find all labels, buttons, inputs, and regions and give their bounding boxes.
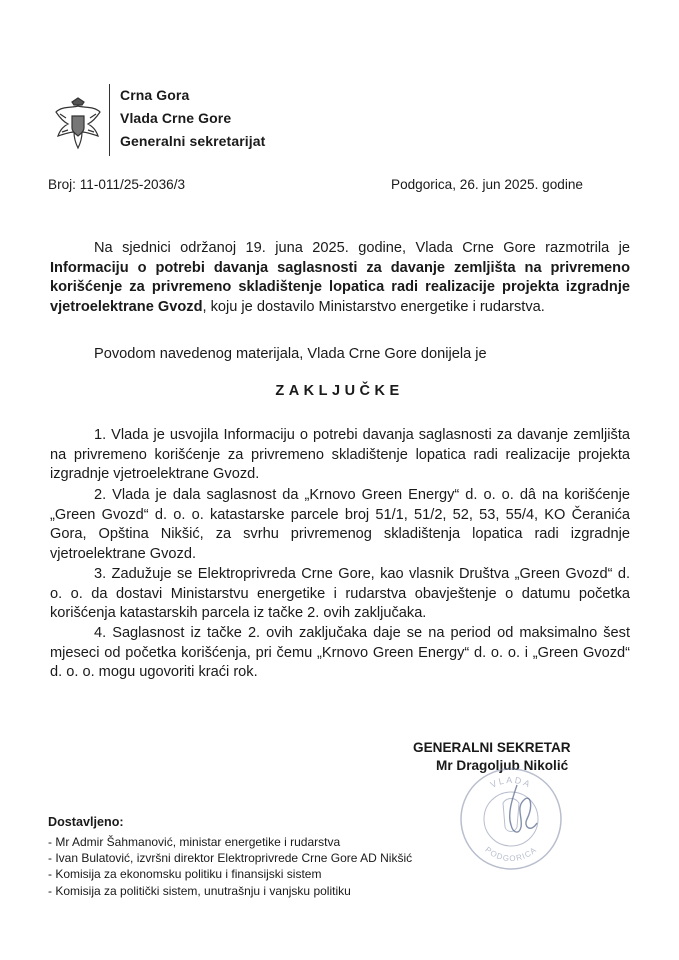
distribution-title: Dostavljeno: [48, 815, 124, 829]
list-item: - Mr Admir Šahmanović, ministar energetike i rudarstva [48, 834, 412, 850]
header-government: Vlada Crne Gore [120, 110, 232, 126]
stamp-top-text: VLADA [488, 774, 534, 790]
conclusion-item: 4. Saglasnost iz tačke 2. ovih zaključaka daje se na period od maksimalno šest mjeseci od početka korišćenja, pri čemu „Krnovo Green Energy“ d. o. o. i „Green Gvozd“ d. o. o. mogu ugovoriti kraći rok. [50, 625, 630, 681]
signature-title: GENERALNI SEKRETAR [413, 740, 571, 755]
intro-subject: Informaciju o potrebi davanja saglasnosti za davanje zemljišta na privremeno korišćenje za privremeno skladištenje lopatica radi realizacije projekta izgradnje vjetroelektrane Gvozd [50, 259, 630, 315]
list-item: - Komisija za ekonomsku politiku i finansijski sistem [48, 866, 412, 882]
coat-of-arms-icon [52, 96, 104, 152]
svg-text:PODGORICA [483, 845, 538, 863]
header-country: Crna Gora [120, 87, 190, 103]
distribution-list [48, 834, 412, 899]
stamp-bottom-text: PODGORICA [483, 845, 539, 864]
official-stamp-icon [455, 763, 567, 875]
conclusion-item: 1. Vlada je usvojila Informaciju o potrebi davanja saglasnosti za davanje zemljišta na privremeno korišćenje za privremeno skladištenje lopatica radi realizacije projekta izgradnje vjetroelektrane Gvozd. [50, 427, 630, 483]
header-secretariat: Generalni sekretarijat [120, 133, 266, 149]
signature-name: Mr Dragoljub Nikolić [436, 758, 569, 773]
document-date: Podgorica, 26. jun 2025. godine [391, 177, 583, 192]
svg-text:VLADA [489, 775, 534, 790]
header-divider [109, 84, 110, 156]
document-number: Broj: 11-011/25-2036/3 [48, 177, 186, 192]
list-item: - Ivan Bulatović, izvršni direktor Elektroprivrede Crne Gore AD Nikšić [48, 850, 412, 866]
povodom-paragraph: Povodom navedenog materijala, Vlada Crne Gore donijela je [94, 346, 487, 362]
intro-paragraph: Na sjednici održanoj 19. juna 2025. godine, Vlada Crne Gore razmotrila je Informaciju o potrebi davanja saglasnosti za davanje zemljišta na privremeno korišćenje za privremeno skladištenje lopatica radi realizacije projekta izgradnje vjetroelektrane Gvozd, koju je dostavilo Ministarstvo energetike i rudarstva. [50, 240, 630, 315]
conclusions-heading: ZAKLJUČKE [275, 383, 404, 399]
list-item: - Komisija za politički sistem, unutrašnju i vanjsku politiku [48, 883, 412, 899]
conclusion-item: 2. Vlada je dala saglasnost da „Krnovo Green Energy“ d. o. o. dâ na korišćenje „Green Gvozd“ d. o. o. katastarske parcele broj 51/1, 51/2, 52, 53, 55/4, KO Čeranića Gora, Opština Nikšić, za svrhu privremenog skladištenja lopatica radi izgradnje vjetroelektrane Gvozd. [50, 487, 630, 562]
conclusion-item: 3. Zadužuje se Elektroprivreda Crne Gore, kao vlasnik Društva „Green Gvozd“ d. o. o. da dostavi Ministarstvu energetike i rudarstva obavještenje o datumu početka korišćenja katastarskih parcela iz tačke 2. ovih zaključaka. [50, 566, 630, 622]
